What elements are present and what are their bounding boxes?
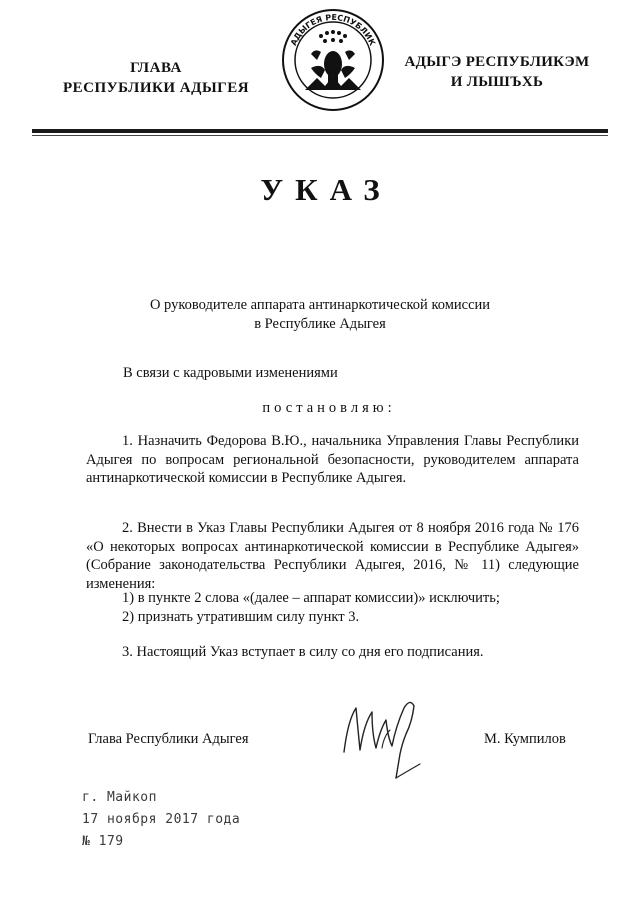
paragraph-1: 1. Назначить Федорова В.Ю., начальника Управления Главы Республики Адыгея по вопросам региональной безопасности, руководителем аппарата антинаркотической комиссии в Республике Адыгея. (86, 433, 579, 486)
header-right-line1: АДЫГЭ РЕСПУБЛИКЭМ (404, 54, 590, 70)
paragraph-2-item-2: 2) признать утратившим силу пункт 3. (122, 609, 360, 625)
document-title: УКАЗ (260, 172, 392, 207)
document-subject (120, 296, 520, 334)
header-divider-thin (32, 135, 608, 136)
svg-text:АДЫГЕЯ РЕСПУБЛИК: АДЫГЕЯ РЕСПУБЛИК (288, 12, 378, 47)
header-divider-thick (32, 129, 608, 133)
paragraph-3: 3. Настоящий Указ вступает в силу со дня его подписания. (122, 644, 484, 660)
stamp-number: № 179 (82, 834, 124, 849)
header-right (388, 52, 606, 92)
paragraph-2: 2. Внести в Указ Главы Республики Адыгея от 8 ноября 2016 года № 176 «О некоторых вопросах антинаркотической комиссии в Республике Адыгея» (Собрание законодательства Республики Адыгея, 2016, № 11) следующие изменения: (86, 520, 579, 592)
subject-line2: в Республике Адыгея (254, 316, 386, 332)
signatory-position: Глава Республики Адыгея (88, 731, 249, 747)
decree-word: постановляю: (262, 400, 396, 416)
header-left-line1: ГЛАВА (130, 60, 182, 76)
stamp-date: 17 ноября 2017 года (82, 812, 241, 827)
header-left (40, 58, 272, 98)
paragraph-2-item-1: 1) в пункте 2 слова «(далее – аппарат комиссии)» исключить; (122, 590, 500, 606)
preamble: В связи с кадровыми изменениями (123, 365, 338, 381)
stamp-city: г. Майкоп (82, 790, 157, 805)
header-right-line2: И ЛЫШЪХЬ (450, 74, 544, 90)
subject-line1: О руководителе аппарата антинаркотической комиссии (149, 297, 491, 313)
coat-of-arms-icon (281, 8, 385, 112)
handwritten-signature-icon (336, 690, 444, 785)
header-left-line2: РЕСПУБЛИКИ АДЫГЕЯ (62, 80, 250, 96)
signatory-name: М. Кумпилов (484, 731, 566, 747)
